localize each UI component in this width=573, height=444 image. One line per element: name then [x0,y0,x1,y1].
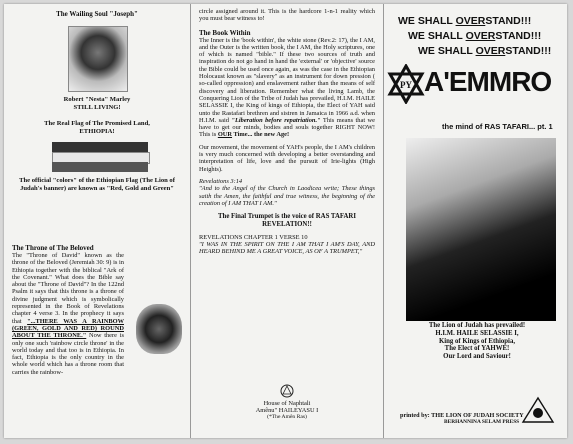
flyer-sheet [4,4,567,438]
subtitle: the mind of RAS TAFARI... pt. 1 [442,122,553,131]
naphtali-emblem-icon [280,384,294,398]
caption-line-5: Our Lord and Saviour! [443,353,511,361]
marley-name: Robert "Nesta" Marley [63,96,131,103]
headline-3: WE SHALL OVERSTAND!!! [418,45,552,57]
book-body: The Inner is the 'book within', the white stone (Rev.2: 17), the I AM, and the Outer is the written book, the I AM, the Holy scriptures, one of which is named "bible." If these two sources of truth and inspiration do not go hand in hand the 'external' or 'objective' source the Bible could be used once again, as was the case in the Ethiopian Holocaust known as "slavery" as an instrument for down pression ( so-called oppression) and enslavement rather than the means of self discovery and liberation. Remember what the living Lamb, the Conquering Lion of the Tribe of Judah has prevailed, H.I.M. HAILE SELASSIE I, the King of kings of Ethiopia, the Elect of YAH said unto the Rastafari brethren and sistren in Jamaica in 1966 a.d. when H.I.M. said "Liberation before repatriation." This means that we have to get our minds, bodies and souls together RIGHT NOW! This is OUR Time... the new Age! [199,36,375,139]
flag-stripe-green [52,142,148,152]
throne-rainbow-quote: "...THERE WAS A RAINBOW (GREEN, GOLD AND RED) ROUND ABOUT THE THRONE." [12,317,124,340]
caption-line-4: The Elect of YAHWE! [444,345,510,353]
intro-text: circle assigned around it. This is the hardcore 1-n-1 reality which you must bear witness to! [199,8,375,23]
flag-title: The Real Flag of The Promised Land, ETHIOPIA! [44,120,150,135]
star-of-david-icon [386,64,426,104]
marley-title: The Wailing Soul "Joseph" [56,10,138,18]
final-trumpet: The Final Trumpet is the voice of RAS TAFARI REVELATION!! [218,213,356,228]
amen-ras: (*The Amên Ras) [267,414,307,421]
left-column [4,4,191,438]
printed-by: printed by: THE LION OF JUDAH SOCIETY [400,412,524,419]
caption-line-3: King of Kings of Ethiopia, [438,337,516,345]
book-heading: The Book Within [199,28,251,37]
middle-column [191,4,384,438]
flag-stripe-red [52,162,148,172]
house-name: House of Naphtali [263,400,311,407]
caption-line-1: The Lion of Judah has prevailed! [428,322,526,329]
headline-1: WE SHALL OVERSTAND!!! [398,15,532,27]
caption-line-2: H.I.M. HAILE SELASSIE I, [435,329,519,337]
flag-caption: The official "colors" of the Ethiopian Flag (The Lion of Judah's banner) are known as "Red, Gold and Green" [19,177,175,192]
headline-2: WE SHALL OVERSTAND!!! [408,30,542,42]
marley-photo [68,26,128,92]
aemmro-title: A'EMMRO [424,66,552,97]
revelation2-quote: "I WAS IN THE SPIRIT ON THE I AM THAT I AM'S DAY, AND HEARD BEHIND ME A GREAT VOICE, AS OF A TRUMPET," [199,241,375,256]
selassie-photo [406,138,556,321]
star-letters: PY [400,80,412,90]
revelation2-reference: REVELATIONS CHAPTER 1 VERSE 10 [199,233,308,241]
revelation-reference: Revelations 3:14 [199,177,243,185]
movement-text: Our movement, the movement of YAH's people, the I AM's children is very much concerned with developing a better overstanding and interpretation of life, love and the pursuit of Irie-lights (High Heights). [199,143,375,173]
throne-heading: The Throne of The Beloved [12,244,94,252]
royal-emblem-image [136,304,182,354]
amenu-name: Amênu" HAILEYASU I [255,407,319,415]
throne-body: The "Throne of David" known as the throne of the Beloved (Jeremiah 30: 9) is in Ethiopia together with the biblical "Ark of the Covenant." What does the Bible say about the "Throne of David"? In the 122nd Psalm it says that this throne is a throne of divine judgment which is symbolically represented in the Book of Revelations chapter 4 verse 3. In the prophecy it says that "...THERE WAS A RAINBOW (GREEN, GOLD AND RED) ROUND ABOUT THE THRONE." Now there is only one such 'rainbow circle throne' in the world today and that too is in Ethiopia. In fact, Ethiopia is the only country in the whole world which has a throne room that carries the rainbow- [12,252,124,376]
marley-sub: STILL LIVING! [73,103,121,111]
press-name: BERHANNINA SELAM PRESS [444,419,520,425]
revelation-quote: "And to the Angel of the Church in Laodicea write; These things saith the Amen, the faithful and true witness, the beginning of the creation of I AM THAT I AM." [199,185,375,207]
